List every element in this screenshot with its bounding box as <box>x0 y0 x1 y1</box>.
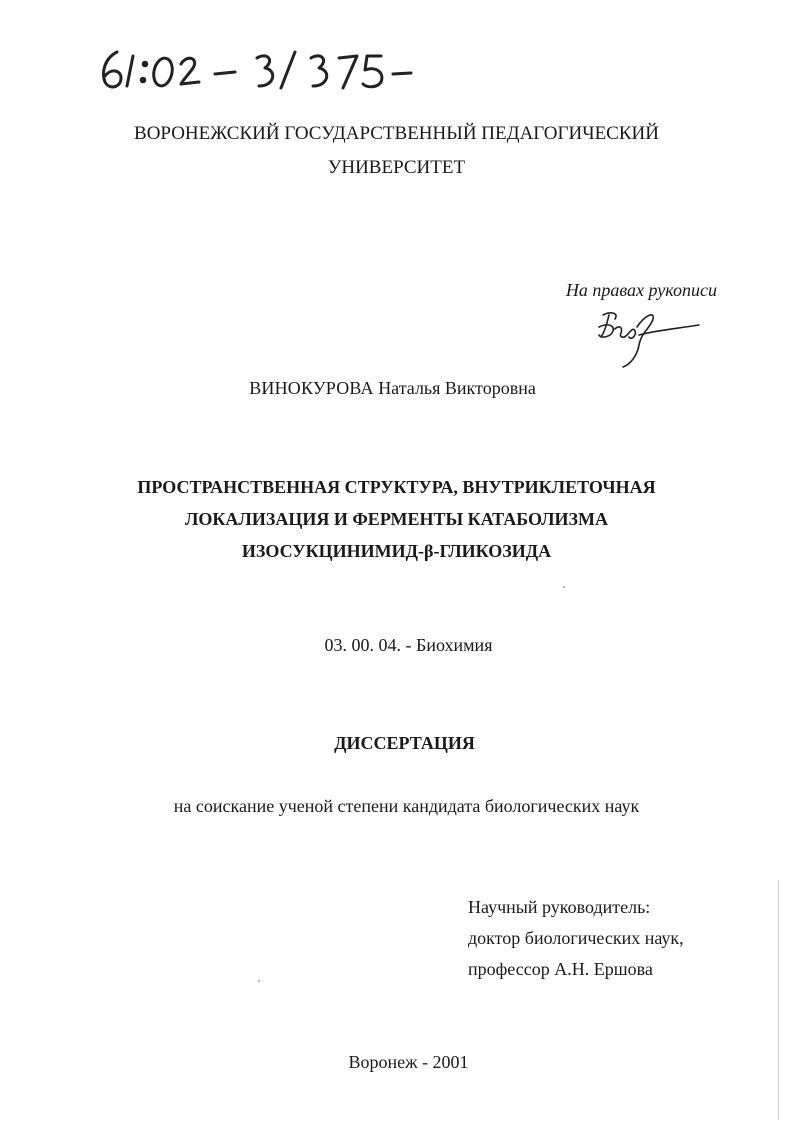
degree-statement: на соискание ученой степени кандидата биологических наук <box>173 796 640 816</box>
author-surname: ВИНОКУРОВА <box>249 378 374 398</box>
scan-edge-shadow <box>778 880 779 1120</box>
institution-line-2: УНИВЕРСИТЕТ <box>327 157 466 178</box>
handwritten-archive-code <box>95 44 415 92</box>
city-year: Воронеж - 2001 <box>348 1052 469 1072</box>
specialty <box>12 635 793 656</box>
title-line-3: ИЗОСУКЦИНИМИД-β-ГЛИКОЗИДА <box>241 541 552 561</box>
title-line-1: ПРОСТРАНСТВЕННАЯ СТРУКТУРА, ВНУТРИКЛЕТОЧНАЯ <box>137 477 656 497</box>
manuscript-rights-note: На правах рукописи <box>565 280 717 300</box>
author-name <box>0 378 789 399</box>
institution-name <box>0 117 793 185</box>
specialty-separator: - <box>405 635 412 655</box>
scientific-advisor <box>468 892 684 985</box>
specialty-code: 03. 00. 04. <box>324 635 402 655</box>
dissertation-title <box>0 471 793 567</box>
advisor-label: Научный руководитель: <box>468 897 651 917</box>
handwritten-signature <box>593 305 703 370</box>
advisor-name: профессор А.Н. Ершова <box>468 959 653 979</box>
author-given-names: Наталья Викторовна <box>378 378 536 398</box>
advisor-degree: доктор биологических наук, <box>468 928 684 948</box>
institution-line-1: ВОРОНЕЖСКИЙ ГОСУДАРСТВЕННЫЙ ПЕДАГОГИЧЕСКИЙ <box>134 123 659 144</box>
scan-speck <box>563 586 565 588</box>
scan-speck <box>258 980 260 982</box>
title-line-2: ЛОКАЛИЗАЦИЯ И ФЕРМЕНТЫ КАТАБОЛИЗМА <box>184 509 609 529</box>
specialty-name: Биохимия <box>416 635 493 655</box>
document-type: ДИССЕРТАЦИЯ <box>334 733 475 753</box>
